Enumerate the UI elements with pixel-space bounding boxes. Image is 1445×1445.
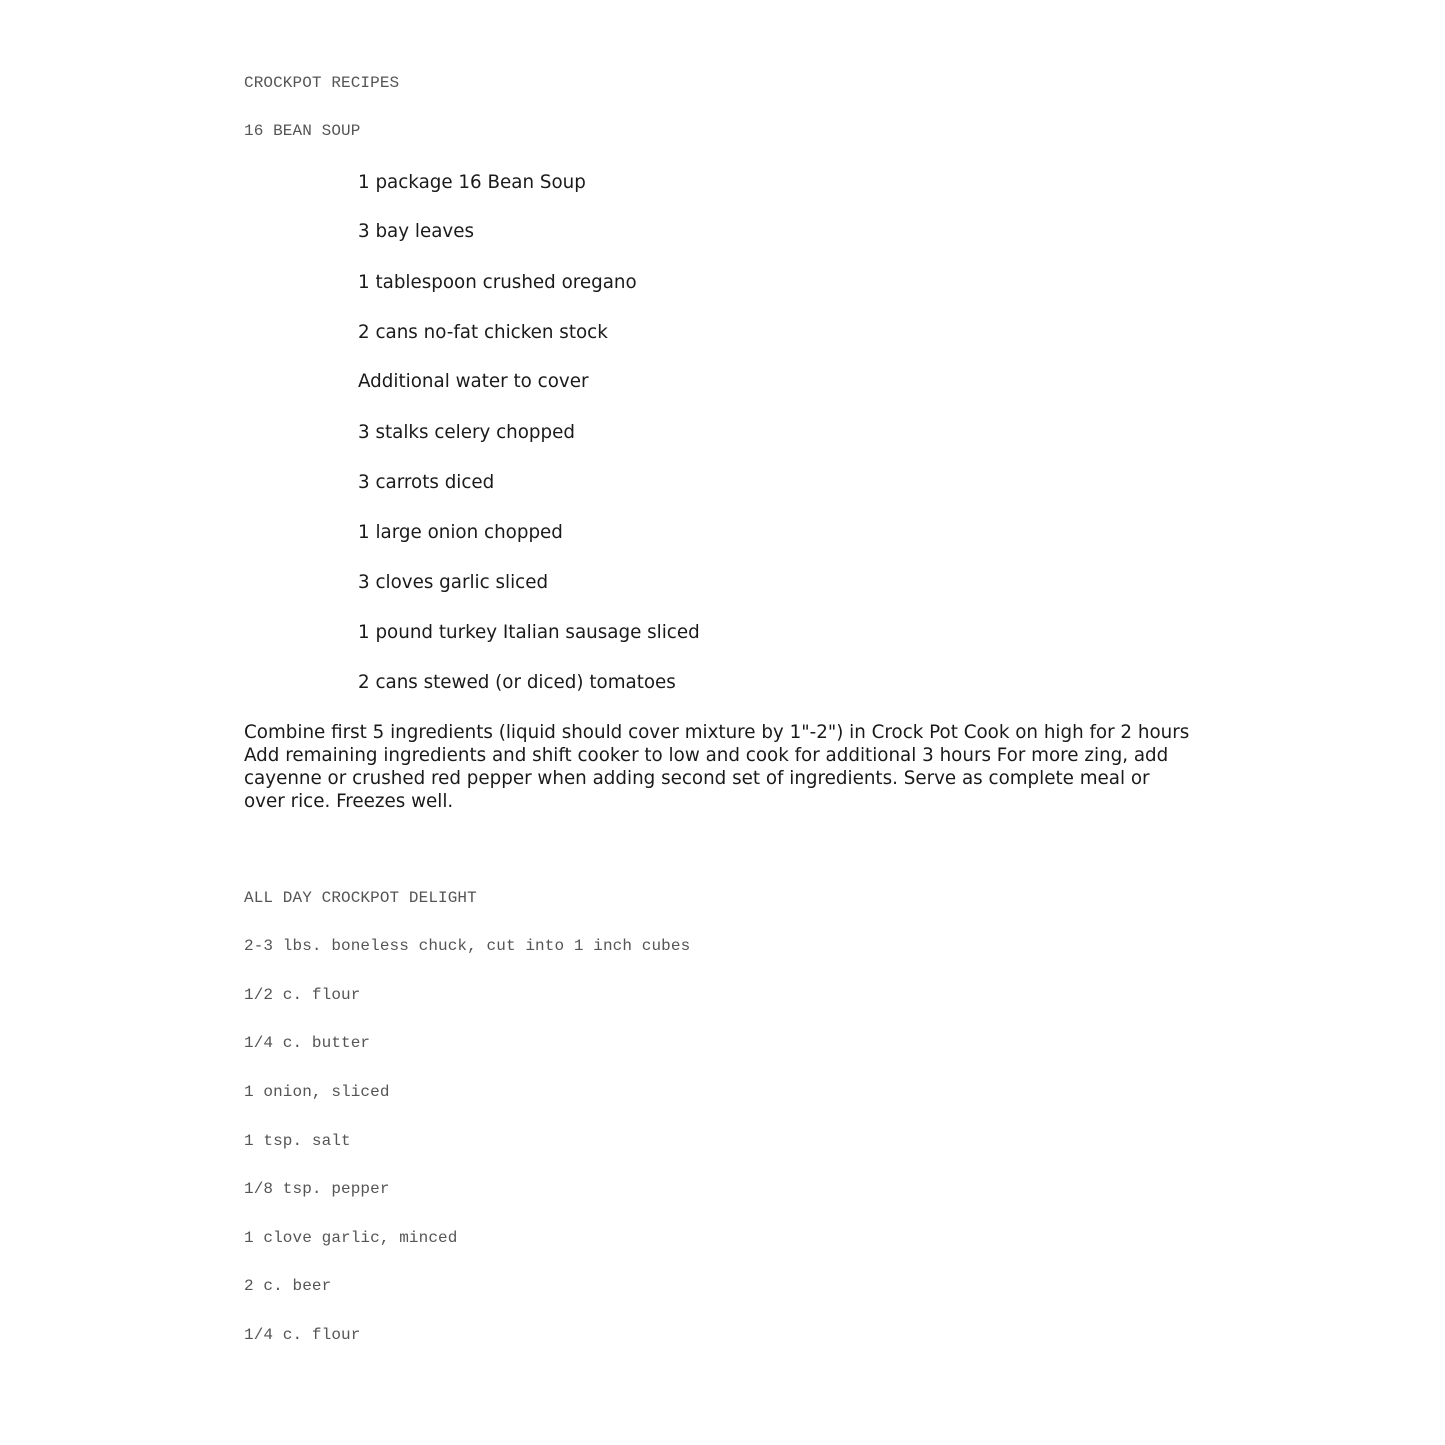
ingredient-item: 1/2 c. flour xyxy=(244,986,361,1004)
ingredient-item: 1 tsp. salt xyxy=(244,1132,351,1150)
ingredient-item: 2-3 lbs. boneless chuck, cut into 1 inch cubes xyxy=(244,937,691,955)
ingredient-item: 1 clove garlic, minced xyxy=(244,1229,458,1247)
ingredient-item: 1 large onion chopped xyxy=(358,522,563,543)
ingredient-item: 2 cans stewed (or diced) tomatoes xyxy=(358,672,676,693)
ingredient-item: 3 carrots diced xyxy=(358,472,495,493)
ingredient-item: 2 cans no-fat chicken stock xyxy=(358,322,608,343)
recipe-directions: Combine first 5 ingredients (liquid should cover mixture by 1"-2") in Crock Pot Cook on high for 2 hours Add remaining ingredients and shift cooker to low and cook for additional 3 hours For more zing, add cayenne or crushed red pepper when adding second set of ingredients. Serve as complete meal or over rice. Freezes well. xyxy=(244,722,1190,812)
ingredient-item: 1 pound turkey Italian sausage sliced xyxy=(358,622,700,643)
ingredient-item: 1 onion, sliced xyxy=(244,1083,390,1101)
document-title: CROCKPOT RECIPES xyxy=(244,74,400,92)
ingredient-item: 1/4 c. butter xyxy=(244,1034,371,1052)
ingredient-item: 1/8 tsp. pepper xyxy=(244,1180,390,1198)
ingredient-item: 1 tablespoon crushed oregano xyxy=(358,272,637,293)
ingredient-item: 1/4 c. flour xyxy=(244,1326,361,1344)
ingredient-item: 2 c. beer xyxy=(244,1277,332,1295)
ingredient-item: 3 cloves garlic sliced xyxy=(358,572,549,593)
ingredient-item: 1 package 16 Bean Soup xyxy=(358,172,586,193)
recipe-title: 16 BEAN SOUP xyxy=(244,122,361,140)
recipe-title: ALL DAY CROCKPOT DELIGHT xyxy=(244,889,477,907)
ingredient-item: 3 stalks celery chopped xyxy=(358,422,575,443)
ingredient-item: 3 bay leaves xyxy=(358,221,474,242)
ingredient-item: Additional water to cover xyxy=(358,371,589,392)
